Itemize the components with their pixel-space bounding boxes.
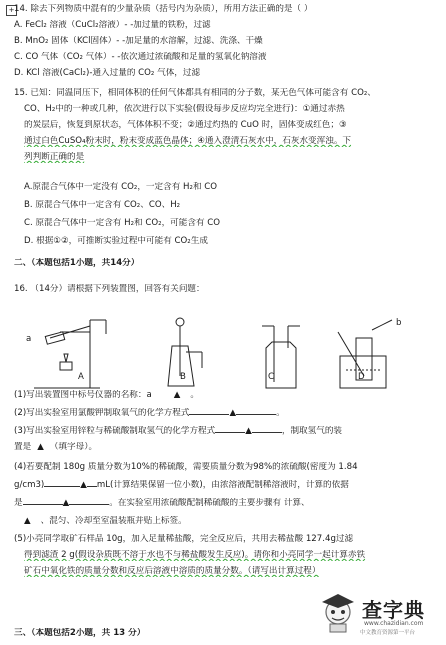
q14-option-d: D. KCl 溶液(CaCl₂)-通入过量的 CO₂ 气体，过滤 bbox=[14, 68, 201, 78]
section-2-heading: 二、（本题包括1小题，共14分） bbox=[14, 258, 140, 268]
logo-subtitle: 中文教育资源第一平台 bbox=[360, 630, 416, 636]
q16-line-8: ▲ 、混匀、冷却至室温装瓶并贴上标签。 bbox=[24, 516, 187, 526]
apparatus-a bbox=[34, 320, 106, 388]
q15-line-2: CO、H₂中的一种或几种，依次进行以下实验(假设每步反应均完全进行)：①通过赤热 bbox=[24, 104, 345, 114]
q16-line-6: g/cm3) ▲ mL(计算结果保留一位小数)，由浓溶液配制稀溶液时，计算的依据 bbox=[14, 480, 349, 490]
fig-label-A: A bbox=[78, 372, 84, 382]
q15-option-b: B. 原混合气体中一定含有 CO₂、CO、H₂ bbox=[24, 200, 181, 210]
section-3-heading: 三、（本题包括2小题，共 13 分） bbox=[14, 628, 146, 638]
fig-label-D: D bbox=[358, 372, 365, 382]
q16-line-9: (5)小亮同学取矿石样品 10g，加入足量稀盐酸，完全反应后，共用去稀盐酸 127.4g过滤 bbox=[14, 534, 354, 544]
logo-url: www.chazidian.com bbox=[364, 620, 424, 627]
q15-line-3: 的炭层后，恢复到原状态，气体体积不变；②通过灼热的 CuO 时，固体变成红色；③ bbox=[24, 120, 347, 130]
logo-title: 查字典 bbox=[362, 598, 425, 622]
q16-line-3: (3)写出实验室用锌粒与稀硫酸制取氢气的化学方程式 ▲ ，制取氢气的装 bbox=[14, 426, 343, 436]
q15-line-4: 通过白色CuSO₄粉末时，粉末变成蓝色晶体；④通入澄清石灰水中，石灰水变浑浊。下 bbox=[24, 136, 352, 146]
q14-stem: 14. 除去下列物质中混有的少量杂质（括号内为杂质），所用方法正确的是（ ） bbox=[14, 4, 313, 14]
q16-line-4: 置是 ▲ （填字母）。 bbox=[14, 442, 98, 452]
fig-label-C: C bbox=[268, 372, 275, 382]
q14-option-a: A. FeCl₂ 溶液（CuCl₂溶液）- -加过量的铁粉，过滤 bbox=[14, 20, 211, 30]
fig-label-B: B bbox=[180, 372, 186, 382]
q15-option-c: C. 原混合气体中一定含有 H₂和 CO₂，可能含有 CO bbox=[24, 218, 221, 228]
q16-line-5: (4)若要配制 180g 质量分数为10%的稀硫酸，需要质量分数为98%的浓硫酸(密度为 1.84 bbox=[14, 462, 358, 472]
graduate-mascot-icon bbox=[318, 590, 358, 634]
blank-mark: ▲ bbox=[24, 516, 31, 526]
chazidian-logo bbox=[318, 590, 440, 640]
q15-line-5: 列判断正确的是 bbox=[24, 152, 85, 162]
fig-label-a: a bbox=[26, 334, 32, 344]
fig-label-b: b bbox=[396, 318, 402, 328]
q16-line-2: (2)写出实验室用氯酸钾制取氧气的化学方程式 ▲ 。 bbox=[14, 408, 285, 418]
blank-mark: ▲ bbox=[80, 480, 87, 490]
blank-mark: ▲ bbox=[37, 442, 44, 452]
q16-line-1: (1)写出装置图中标号仪器的名称：a ▲ 。 bbox=[14, 390, 199, 400]
apparatus-d bbox=[338, 320, 392, 388]
q15-option-d: D. 根据①②，可推断实验过程中可能有 CO₂生成 bbox=[24, 236, 208, 246]
edit-marker-icon: + bbox=[6, 5, 17, 16]
q15-option-a: A.原混合气体中一定没有 CO₂，一定含有 H₂和 CO bbox=[24, 182, 218, 192]
q16-line-7: 是 ▲ 。在实验室用浓硫酸配制稀硫酸的主要步骤有 计算、 bbox=[14, 498, 310, 508]
q15-line-1: 15. 已知：同温同压下，相同体积的任何气体都具有相同的分子数，某无色气体可能含有 CO₂、 bbox=[14, 88, 376, 98]
q16-line-11: 矿石中氧化铁的质量分数和反应后溶液中溶质的质量分数。（请写出计算过程） bbox=[24, 566, 321, 576]
blank-mark: ▲ bbox=[245, 426, 252, 436]
blank-mark: ▲ bbox=[229, 408, 237, 418]
blank-mark: ▲ bbox=[173, 390, 181, 400]
q16-stem: 16. （14分）请根据下列装置图，回答有关问题： bbox=[14, 284, 205, 294]
q14-option-c: C. CO 气体（CO₂ 气体）- -依次通过浓硫酸和足量的氢氧化钠溶液 bbox=[14, 52, 267, 62]
q16-line-10: 得到滤渣 2 g(假设杂质既不溶于水也不与稀盐酸发生反应)。请你和小亮同学一起计算赤铁 bbox=[24, 550, 366, 560]
q14-option-b: B. MnO₂ 固体（KCl固体）- -加足量的水溶解，过滤、洗涤、干燥 bbox=[14, 36, 263, 46]
blank-mark: ▲ bbox=[62, 498, 70, 508]
